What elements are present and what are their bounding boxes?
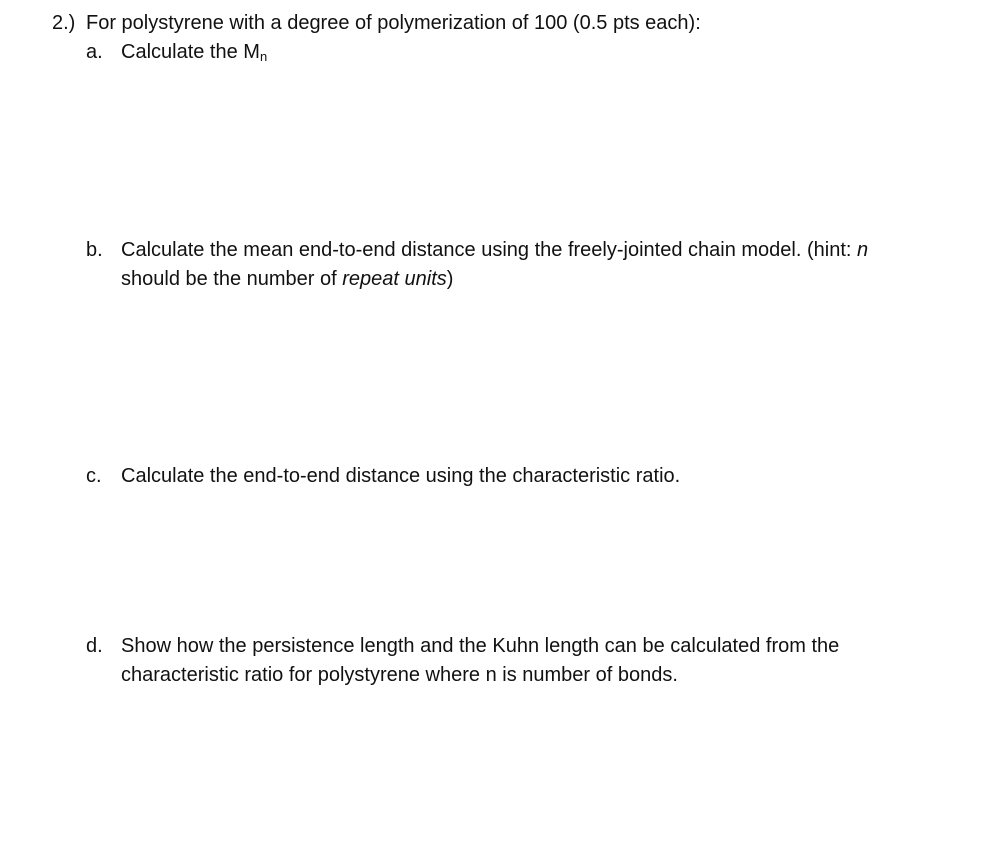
item-b-line-2-end: ) xyxy=(446,268,454,290)
item-a-text-main: Calculate the M xyxy=(121,41,260,63)
item-b-line-2-text: should be the number of xyxy=(121,268,343,290)
item-d-line-2: characteristic ratio for polystyrene where n is number of bonds. xyxy=(121,664,678,686)
item-b-line-1-text: Calculate the mean end-to-end distance using the freely-jointed chain model. (hint: xyxy=(121,239,857,261)
item-d-letter: d. xyxy=(86,635,103,657)
item-c-text: Calculate the end-to-end distance using the characteristic ratio. xyxy=(121,465,681,487)
item-a-subscript: n xyxy=(259,49,268,64)
item-b-line-2 xyxy=(121,265,453,293)
item-a-letter: a. xyxy=(86,41,103,63)
question-heading: For polystyrene with a degree of polymerization of 100 (0.5 pts each): xyxy=(86,12,701,34)
item-c-letter: c. xyxy=(86,465,102,487)
item-a-text xyxy=(121,38,267,66)
item-b-line-2-italic: repeat units xyxy=(342,268,447,290)
item-b-line-1-italic: n xyxy=(857,239,869,261)
item-d-line-1: Show how the persistence length and the Kuhn length can be calculated from the xyxy=(121,635,840,657)
item-b-letter: b. xyxy=(86,239,103,261)
item-b-line-1 xyxy=(121,236,868,264)
question-number: 2.) xyxy=(52,12,76,34)
